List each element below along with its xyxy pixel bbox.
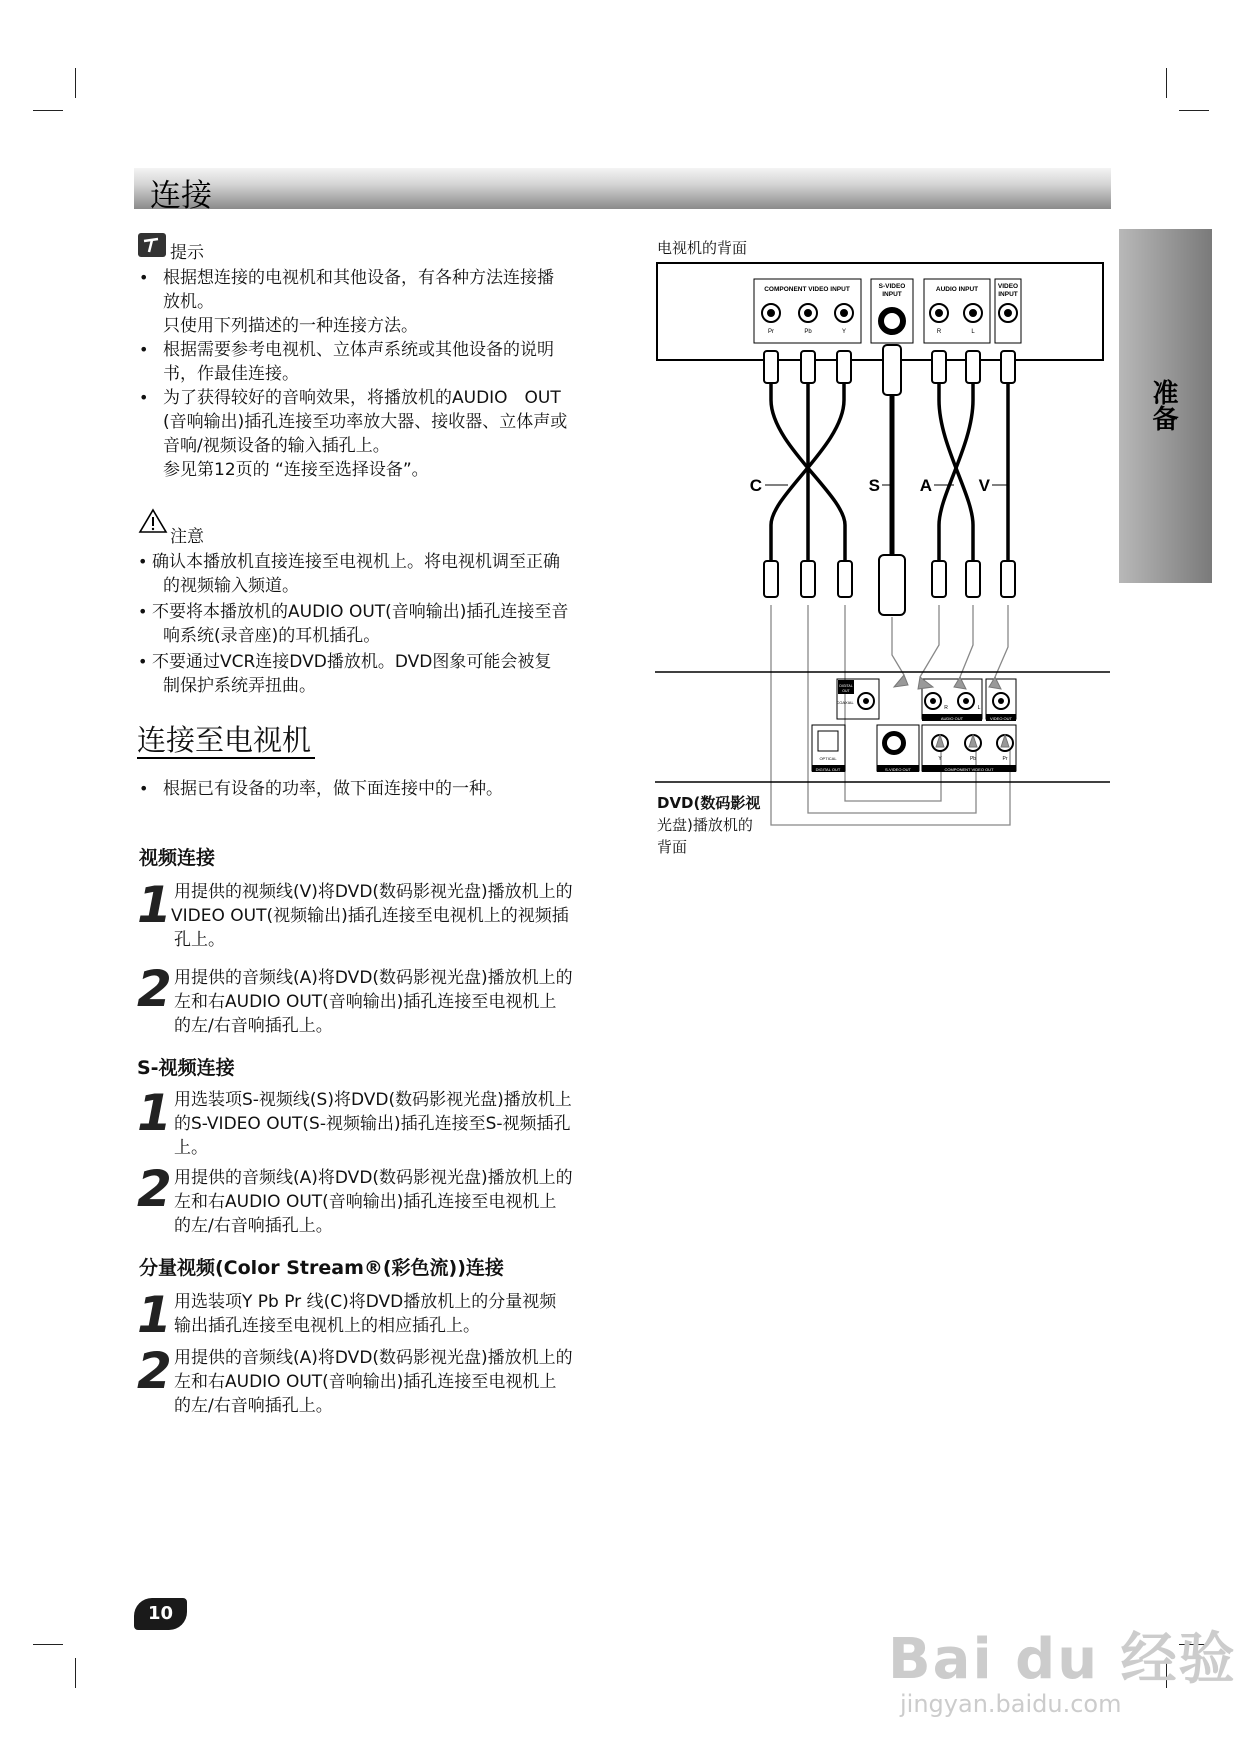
component-heading: 分量视频(Color Stream®(彩色流))连接 bbox=[139, 1257, 504, 1279]
dvd-back-label: 背面 bbox=[657, 838, 688, 856]
step-text: 输出插孔连接至电视机上的相应插孔上。 bbox=[174, 1316, 480, 1336]
section-title: 连接至电视机 bbox=[137, 723, 312, 757]
digital-out-label: DIGITAL OUT bbox=[815, 767, 841, 772]
tip-line: (音响输出)插孔连接至功率放大器、接收器、立体声或 bbox=[163, 412, 568, 432]
crop-mark bbox=[75, 1658, 76, 1688]
watermark-url: jingyan.baidu.com bbox=[900, 1690, 1122, 1718]
page-title: 连接 bbox=[150, 178, 212, 214]
crop-mark bbox=[33, 1644, 63, 1645]
dvd-back-label: DVD(数码影视 bbox=[657, 794, 761, 812]
tv-back-label: 电视机的背面 bbox=[657, 239, 748, 257]
svideo-heading: S-视频连接 bbox=[137, 1057, 235, 1079]
caution-line: 确认本播放机直接连接至电视机上。将电视机调至正确 bbox=[152, 552, 560, 572]
dvd-jack-label-r: R bbox=[944, 705, 948, 711]
tv-panel bbox=[657, 263, 1103, 360]
video-out-label: VIDEO OUT bbox=[989, 716, 1013, 721]
step-text: 的左/右音响插孔上。 bbox=[174, 1016, 333, 1036]
dvd-jack-label-l: L bbox=[977, 705, 981, 711]
tip-label: 提示 bbox=[170, 243, 204, 263]
step-number: 2 bbox=[137, 960, 172, 1018]
step-text: VIDEO OUT(视频输出)插孔连接至电视机上的视频插 bbox=[171, 906, 569, 926]
video-input-label: INPUT bbox=[998, 291, 1018, 298]
video-heading: 视频连接 bbox=[139, 847, 216, 869]
svideo-input-label: INPUT bbox=[882, 291, 902, 298]
video-input-label: VIDEO bbox=[997, 283, 1019, 290]
component-out-label: COMPONENT VIDEO OUT bbox=[944, 767, 994, 772]
step-number: 1 bbox=[137, 876, 172, 934]
bullet: • bbox=[139, 340, 149, 359]
bullet: • bbox=[139, 388, 149, 407]
cable-label-v: V bbox=[978, 476, 990, 495]
tip-line: 只使用下列描述的一种连接方法。 bbox=[163, 316, 418, 336]
tip-line: 放机。 bbox=[163, 292, 214, 312]
crop-mark bbox=[33, 110, 63, 111]
step-text: 的S-VIDEO OUT(S-视频输出)插孔连接至S-视频插孔 bbox=[174, 1114, 571, 1134]
tip-icon bbox=[138, 233, 166, 257]
tip-line: 参见第12页的 “连接至选择设备”。 bbox=[163, 460, 429, 480]
svideo-out-label: S-VIDEO OUT bbox=[884, 767, 912, 772]
side-tab bbox=[1119, 229, 1212, 583]
step-text: 上。 bbox=[174, 1138, 208, 1158]
caution-line: 不要将本播放机的AUDIO OUT(音响输出)插孔连接至音 bbox=[152, 602, 569, 622]
step-number: 2 bbox=[137, 1342, 172, 1400]
cable-label-s: S bbox=[868, 476, 880, 495]
bullet: • bbox=[138, 602, 148, 621]
component-input-label: COMPONENT VIDEO INPUT bbox=[764, 286, 850, 293]
caution-line: 响系统(录音座)的耳机插孔。 bbox=[163, 626, 381, 646]
coaxial-label: COAXIAL bbox=[836, 700, 854, 705]
optical-label: OPTICAL bbox=[819, 756, 837, 761]
warning-icon bbox=[138, 508, 168, 538]
step-text: 左和右AUDIO OUT(音响输出)插孔连接至电视机上 bbox=[174, 992, 557, 1012]
step-text: 的左/右音响插孔上。 bbox=[174, 1216, 333, 1236]
cable-label-a: A bbox=[919, 476, 932, 495]
step-text: 的左/右音响插孔上。 bbox=[174, 1396, 333, 1416]
digital-label: DIGITAL bbox=[839, 684, 853, 688]
step-text: 用提供的视频线(V)将DVD(数码影视光盘)播放机上的 bbox=[174, 882, 573, 902]
step-text: 用选装项S-视频线(S)将DVD(数码影视光盘)播放机上 bbox=[174, 1090, 572, 1110]
digital-label: OUT bbox=[842, 689, 850, 693]
section-intro: 根据已有设备的功率，做下面连接中的一种。 bbox=[163, 779, 503, 799]
step-text: 用提供的音频线(A)将DVD(数码影视光盘)播放机上的 bbox=[174, 1168, 573, 1188]
watermark-logo: Bai du 经验 bbox=[888, 1627, 1237, 1692]
jack-label-r: R bbox=[936, 329, 942, 335]
bullet: • bbox=[139, 268, 149, 287]
audio-input-label: AUDIO INPUT bbox=[935, 286, 979, 293]
tip-line: 根据想连接的电视机和其他设备，有各种方法连接播 bbox=[163, 268, 554, 288]
dvd-jack-label-pr: Pr bbox=[1002, 756, 1008, 762]
jack-label-l: L bbox=[971, 329, 975, 335]
caution-line: 制保护系统弄扭曲。 bbox=[163, 676, 316, 696]
tip-line: 根据需要参考电视机、立体声系统或其他设备的说明 bbox=[163, 340, 554, 360]
svideo-input-label: S-VIDEO bbox=[878, 283, 906, 290]
page-number: 10 bbox=[134, 1598, 187, 1630]
caution-label: 注意 bbox=[170, 527, 204, 547]
connection-diagram bbox=[650, 255, 1110, 855]
crop-mark bbox=[75, 68, 76, 98]
step-number: 1 bbox=[137, 1084, 172, 1142]
step-text: 左和右AUDIO OUT(音响输出)插孔连接至电视机上 bbox=[174, 1192, 557, 1212]
step-number: 2 bbox=[137, 1160, 172, 1218]
side-tab-label: 准备 bbox=[1148, 379, 1178, 431]
tip-line: 音响/视频设备的输入插孔上。 bbox=[163, 436, 390, 456]
dvd-jack-label-pb: Pb bbox=[969, 756, 977, 762]
step-text: 用提供的音频线(A)将DVD(数码影视光盘)播放机上的 bbox=[174, 968, 573, 988]
step-number: 1 bbox=[137, 1286, 172, 1344]
step-text: 用选装项Y Pb Pr 线(C)将DVD播放机上的分量视频 bbox=[174, 1292, 557, 1312]
header-bar bbox=[134, 168, 1111, 214]
audio-out-label: AUDIO OUT bbox=[940, 716, 964, 721]
caution-line: 不要通过VCR连接DVD播放机。DVD图象可能会被复 bbox=[152, 652, 552, 672]
tip-line: 书，作最佳连接。 bbox=[163, 364, 299, 384]
crop-mark bbox=[1166, 68, 1167, 98]
bullet: • bbox=[138, 652, 148, 671]
dvd-jack-label-y: Y bbox=[938, 756, 942, 762]
step-text: 左和右AUDIO OUT(音响输出)插孔连接至电视机上 bbox=[174, 1372, 557, 1392]
jack-label-y: Y bbox=[841, 329, 847, 335]
cable-audio-l bbox=[939, 375, 973, 565]
bullet: • bbox=[138, 552, 148, 571]
bullet: • bbox=[139, 779, 149, 798]
crop-mark bbox=[1179, 110, 1209, 111]
jack-label-pb: Pb bbox=[804, 329, 812, 335]
jack-label-pr: Pr bbox=[768, 329, 774, 335]
tip-line: 为了获得较好的音响效果，将播放机的AUDIO OUT bbox=[163, 388, 561, 408]
cable-label-c: C bbox=[749, 476, 762, 495]
dvd-back-label: 光盘)播放机的 bbox=[657, 816, 753, 834]
step-text: 孔上。 bbox=[174, 930, 225, 950]
caution-line: 的视频输入频道。 bbox=[163, 576, 299, 596]
section-underline bbox=[137, 757, 315, 759]
step-text: 用提供的音频线(A)将DVD(数码影视光盘)播放机上的 bbox=[174, 1348, 573, 1368]
